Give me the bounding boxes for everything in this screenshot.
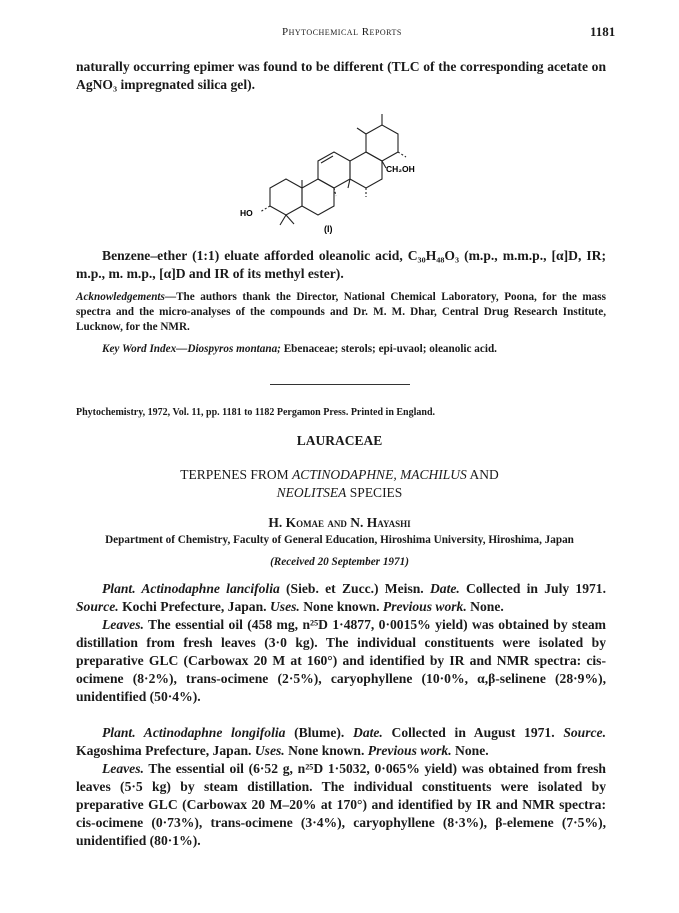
previous-work-label: Previous work. <box>382 599 467 614</box>
article-title <box>0 466 679 502</box>
structure-number: (I) <box>324 224 333 234</box>
affiliation: Department of Chemistry, Faculty of General Education, Hiroshima University, Hiroshima, Japan <box>105 534 574 546</box>
source-label: Source. <box>76 599 119 614</box>
authors: H. Komae and N. Hayashi <box>268 515 411 530</box>
running-head: Phytochemical Reports <box>282 26 402 38</box>
date-text: Collected in August 1971. <box>382 725 564 740</box>
ho-label: HO <box>240 208 253 218</box>
date-label: Date. <box>353 725 383 740</box>
source-text: Kagoshima Prefecture, Japan. <box>76 743 255 758</box>
key-word-index <box>76 342 606 357</box>
section-divider <box>270 384 410 385</box>
acknowledgements <box>76 290 606 335</box>
species-name: Actinodaphne lancifolia <box>141 581 280 596</box>
authority: (Blume). <box>285 725 353 740</box>
journal-citation: Phytochemistry, 1972, Vol. 11, pp. 1181 to 1182 Pergamon Press. Printed in England. <box>76 407 436 418</box>
key-label: Key Word Index <box>102 343 177 355</box>
uses-text: None known. <box>299 599 383 614</box>
uses-label: Uses. <box>254 743 285 758</box>
continuation-paragraph: naturally occurring epimer was found to be different (TLC of the corresponding acetate on AgNO₃ impregnated silica gel). <box>76 59 606 92</box>
benzene-ether-paragraph: Benzene–ether (1:1) eluate afforded oleanolic acid, C₃₀H₄₈O₃ (m.p., m.m.p., [α]D, IR; m.p., m. m.p., [α]D and IR of its methyl ester). <box>76 248 606 281</box>
leaves-2-paragraph <box>76 760 606 850</box>
leaves-text: The essential oil (6·52 g, n²⁵D 1·5032, 0·065% yield) was obtained from fresh leaves (5·5 kg) by steam distillation. The individual constituents were isolated by preparative GLC (Carbowax 20 M–20% at 170°) and identified by IR and NMR spectra: cis-ocimene (0·73%), trans-ocimene (3·4%), caryophyllene (8·3%), β-elemene (7·5%), unidentified (80·1%). <box>76 761 606 848</box>
triterpene-structure-figure <box>220 96 460 236</box>
plant-label: Plant. <box>102 725 144 740</box>
received-date: (Received 20 September 1971) <box>270 556 409 568</box>
ack-text: —The authors thank the Director, National Chemical Laboratory, Poona, for the mass spectra and the micro-analyses of the compounds and Dr. M. M. Dhar, Central Drug Research Institute, Lucknow, for the NMR. <box>76 291 606 333</box>
ack-label: Acknowledgements <box>76 291 165 303</box>
leaves-text: The essential oil (458 mg, n²⁵D 1·4877, 0·0015% yield) was obtained by steam distillation from fresh leaves (3·0 kg). The individual constituents were isolated by preparative GLC (Carbowax 20 M at 160°) and identified by IR and NMR spectra: cis-ocimene (8·2%), trans-ocimene (2·5%), caryophyllene (10·0%, α,β-selinene (28·9%), unidentified (50·4%). <box>76 617 606 704</box>
ch2oh-label: CH₂OH <box>386 164 415 174</box>
plant-2-paragraph <box>76 724 606 760</box>
title-line-2b: SPECIES <box>346 485 403 500</box>
title-line-1-genera: ACTINODAPHNE, MACHILUS <box>292 467 467 482</box>
key-species: —Diospyros montana; <box>176 343 281 355</box>
family-heading: LAURACEAE <box>296 433 383 448</box>
title-line-1a: TERPENES FROM <box>180 467 293 482</box>
date-label: Date. <box>429 581 460 596</box>
date-text: Collected in July 1971. <box>459 581 606 596</box>
previous-work-label: Previous work. <box>367 743 452 758</box>
uses-text: None known. <box>284 743 368 758</box>
key-rest: Ebenaceae; sterols; epi-uvaol; oleanolic acid. <box>280 343 497 355</box>
plant-1-paragraph <box>76 580 606 616</box>
leaves-label: Leaves. <box>102 761 144 776</box>
previous-work-text: None. <box>451 743 489 758</box>
source-text: Kochi Prefecture, Japan. <box>118 599 270 614</box>
title-line-1b: AND <box>466 467 499 482</box>
previous-work-text: None. <box>466 599 504 614</box>
species-name: Actinodaphne longifolia <box>143 725 286 740</box>
source-label: Source. <box>563 725 606 740</box>
plant-label: Plant. <box>102 581 142 596</box>
leaves-1-paragraph <box>76 616 606 706</box>
title-line-2-genus: NEOLITSEA <box>276 485 347 500</box>
authority: (Sieb. et Zucc.) Meisn. <box>279 581 430 596</box>
uses-label: Uses. <box>269 599 300 614</box>
page-number: 1181 <box>590 24 616 39</box>
leaves-label: Leaves. <box>102 617 144 632</box>
